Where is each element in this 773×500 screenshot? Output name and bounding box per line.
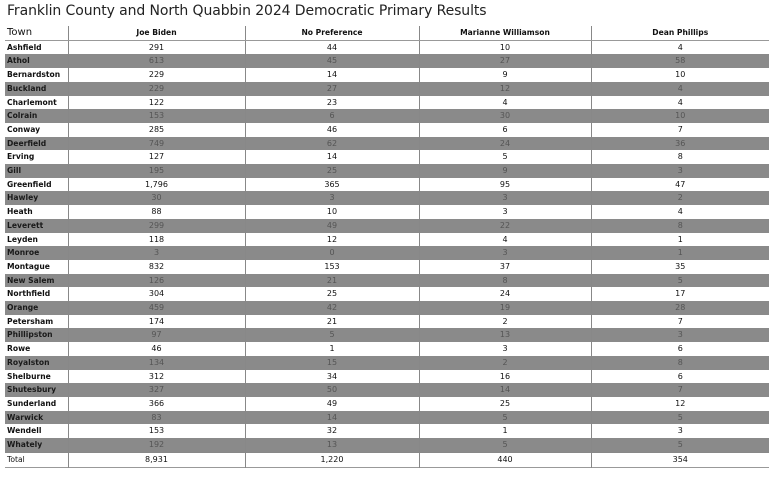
cell-town: Warwick [5,411,68,425]
cell-no-preference: 42 [245,301,419,315]
cell-phillips: 35 [591,260,769,274]
cell-no-preference: 45 [245,54,419,68]
total-row [5,452,769,467]
cell-no-preference: 12 [245,233,419,247]
cell-williamson: 3 [419,205,591,219]
table-row [5,164,769,178]
cell-williamson: 24 [419,137,591,151]
cell-town: Shutesbury [5,383,68,397]
cell-no-preference: 153 [245,260,419,274]
cell-williamson: 1 [419,424,591,438]
table-row [5,54,769,68]
table-row [5,383,769,397]
cell-biden: 285 [68,123,245,137]
cell-town: Shelburne [5,370,68,384]
cell-williamson: 22 [419,219,591,233]
cell-town: Montague [5,260,68,274]
cell-town: Wendell [5,424,68,438]
cell-williamson: 9 [419,164,591,178]
total-williamson: 440 [419,452,591,467]
cell-biden: 304 [68,287,245,301]
cell-no-preference: 46 [245,123,419,137]
table-row [5,96,769,110]
cell-town: Erving [5,150,68,164]
cell-phillips: 3 [591,424,769,438]
cell-phillips: 58 [591,54,769,68]
cell-no-preference: 44 [245,40,419,54]
cell-no-preference: 10 [245,205,419,219]
cell-town: Leyden [5,233,68,247]
cell-town: Hawley [5,191,68,205]
cell-williamson: 16 [419,370,591,384]
table-row [5,68,769,82]
cell-biden: 153 [68,109,245,123]
cell-williamson: 6 [419,123,591,137]
cell-no-preference: 14 [245,411,419,425]
cell-biden: 366 [68,397,245,411]
cell-phillips: 10 [591,109,769,123]
cell-town: Greenfield [5,178,68,192]
table-row [5,137,769,151]
table-row [5,315,769,329]
cell-no-preference: 365 [245,178,419,192]
table-row [5,356,769,370]
cell-town: Royalston [5,356,68,370]
table-row [5,328,769,342]
table-row [5,411,769,425]
cell-no-preference: 27 [245,82,419,96]
cell-no-preference: 21 [245,274,419,288]
cell-williamson: 10 [419,40,591,54]
cell-biden: 192 [68,438,245,452]
cell-no-preference: 32 [245,424,419,438]
cell-town: Heath [5,205,68,219]
table-row [5,205,769,219]
cell-biden: 134 [68,356,245,370]
cell-phillips: 5 [591,411,769,425]
table-row [5,342,769,356]
cell-biden: 118 [68,233,245,247]
cell-phillips: 10 [591,68,769,82]
cell-biden: 229 [68,82,245,96]
cell-town: Bernardston [5,68,68,82]
table-row [5,424,769,438]
cell-phillips: 5 [591,438,769,452]
cell-williamson: 12 [419,82,591,96]
cell-town: Conway [5,123,68,137]
cell-williamson: 19 [419,301,591,315]
cell-town: Deerfield [5,137,68,151]
cell-biden: 30 [68,191,245,205]
cell-biden: 46 [68,342,245,356]
cell-phillips: 4 [591,40,769,54]
cell-no-preference: 3 [245,191,419,205]
table-row [5,246,769,260]
cell-phillips: 6 [591,370,769,384]
table-row [5,274,769,288]
cell-williamson: 2 [419,356,591,370]
cell-town: Ashfield [5,40,68,54]
cell-no-preference: 21 [245,315,419,329]
cell-no-preference: 13 [245,438,419,452]
table-row [5,260,769,274]
cell-phillips: 8 [591,150,769,164]
column-header-town: Town [5,26,68,40]
cell-phillips: 1 [591,246,769,260]
cell-phillips: 17 [591,287,769,301]
cell-biden: 749 [68,137,245,151]
total-no-preference: 1,220 [245,452,419,467]
cell-town: Petersham [5,315,68,329]
cell-no-preference: 62 [245,137,419,151]
cell-biden: 127 [68,150,245,164]
table-row [5,82,769,96]
cell-biden: 613 [68,54,245,68]
cell-williamson: 3 [419,246,591,260]
page-title: Franklin County and North Quabbin 2024 Democratic Primary Results [7,3,487,19]
table-body [5,40,769,452]
cell-biden: 83 [68,411,245,425]
table-row [5,287,769,301]
cell-williamson: 24 [419,287,591,301]
cell-williamson: 8 [419,274,591,288]
cell-town: Northfield [5,287,68,301]
cell-no-preference: 14 [245,68,419,82]
cell-phillips: 7 [591,315,769,329]
cell-no-preference: 49 [245,219,419,233]
table-row [5,191,769,205]
cell-town: Monroe [5,246,68,260]
cell-phillips: 4 [591,205,769,219]
table-row [5,397,769,411]
cell-williamson: 5 [419,438,591,452]
cell-town: Orange [5,301,68,315]
cell-williamson: 9 [419,68,591,82]
total-phillips: 354 [591,452,769,467]
cell-no-preference: 0 [245,246,419,260]
cell-biden: 327 [68,383,245,397]
cell-phillips: 28 [591,301,769,315]
cell-biden: 1,796 [68,178,245,192]
cell-williamson: 3 [419,191,591,205]
table-row [5,370,769,384]
cell-williamson: 27 [419,54,591,68]
cell-town: New Salem [5,274,68,288]
cell-phillips: 1 [591,233,769,247]
cell-no-preference: 34 [245,370,419,384]
table-row [5,219,769,233]
results-table [5,26,769,468]
total-label: Total [5,452,68,467]
cell-williamson: 14 [419,383,591,397]
table-row [5,123,769,137]
cell-williamson: 2 [419,315,591,329]
table-row [5,40,769,54]
cell-phillips: 4 [591,82,769,96]
cell-no-preference: 25 [245,164,419,178]
cell-town: Colrain [5,109,68,123]
cell-williamson: 13 [419,328,591,342]
cell-biden: 153 [68,424,245,438]
table-row [5,233,769,247]
cell-town: Gill [5,164,68,178]
table-row [5,109,769,123]
cell-biden: 88 [68,205,245,219]
cell-williamson: 37 [419,260,591,274]
cell-town: Charlemont [5,96,68,110]
cell-no-preference: 5 [245,328,419,342]
column-header-biden: Joe Biden [68,26,245,40]
cell-williamson: 4 [419,96,591,110]
cell-no-preference: 14 [245,150,419,164]
cell-phillips: 4 [591,96,769,110]
cell-phillips: 2 [591,191,769,205]
cell-phillips: 3 [591,328,769,342]
cell-no-preference: 25 [245,287,419,301]
cell-biden: 229 [68,68,245,82]
cell-biden: 122 [68,96,245,110]
cell-town: Buckland [5,82,68,96]
cell-no-preference: 1 [245,342,419,356]
column-header-phillips: Dean Phillips [591,26,769,40]
cell-no-preference: 50 [245,383,419,397]
cell-phillips: 36 [591,137,769,151]
cell-town: Phillipston [5,328,68,342]
cell-williamson: 5 [419,150,591,164]
cell-biden: 299 [68,219,245,233]
cell-town: Sunderland [5,397,68,411]
table-row [5,438,769,452]
cell-no-preference: 15 [245,356,419,370]
column-header-no-preference: No Preference [245,26,419,40]
cell-williamson: 95 [419,178,591,192]
cell-williamson: 25 [419,397,591,411]
cell-biden: 97 [68,328,245,342]
cell-phillips: 47 [591,178,769,192]
cell-town: Whately [5,438,68,452]
cell-biden: 174 [68,315,245,329]
cell-town: Rowe [5,342,68,356]
cell-phillips: 7 [591,123,769,137]
table-row [5,150,769,164]
total-biden: 8,931 [68,452,245,467]
cell-williamson: 30 [419,109,591,123]
cell-biden: 195 [68,164,245,178]
cell-biden: 126 [68,274,245,288]
cell-biden: 832 [68,260,245,274]
cell-biden: 291 [68,40,245,54]
cell-phillips: 12 [591,397,769,411]
cell-phillips: 3 [591,164,769,178]
cell-phillips: 8 [591,356,769,370]
table-row [5,301,769,315]
cell-phillips: 6 [591,342,769,356]
cell-town: Leverett [5,219,68,233]
header-row [5,26,769,40]
cell-biden: 312 [68,370,245,384]
column-header-williamson: Marianne Williamson [419,26,591,40]
cell-phillips: 8 [591,219,769,233]
cell-town: Athol [5,54,68,68]
cell-no-preference: 23 [245,96,419,110]
cell-biden: 459 [68,301,245,315]
cell-williamson: 5 [419,411,591,425]
cell-phillips: 7 [591,383,769,397]
cell-williamson: 4 [419,233,591,247]
cell-williamson: 3 [419,342,591,356]
cell-biden: 3 [68,246,245,260]
cell-no-preference: 6 [245,109,419,123]
table-row [5,178,769,192]
cell-no-preference: 49 [245,397,419,411]
cell-phillips: 5 [591,274,769,288]
